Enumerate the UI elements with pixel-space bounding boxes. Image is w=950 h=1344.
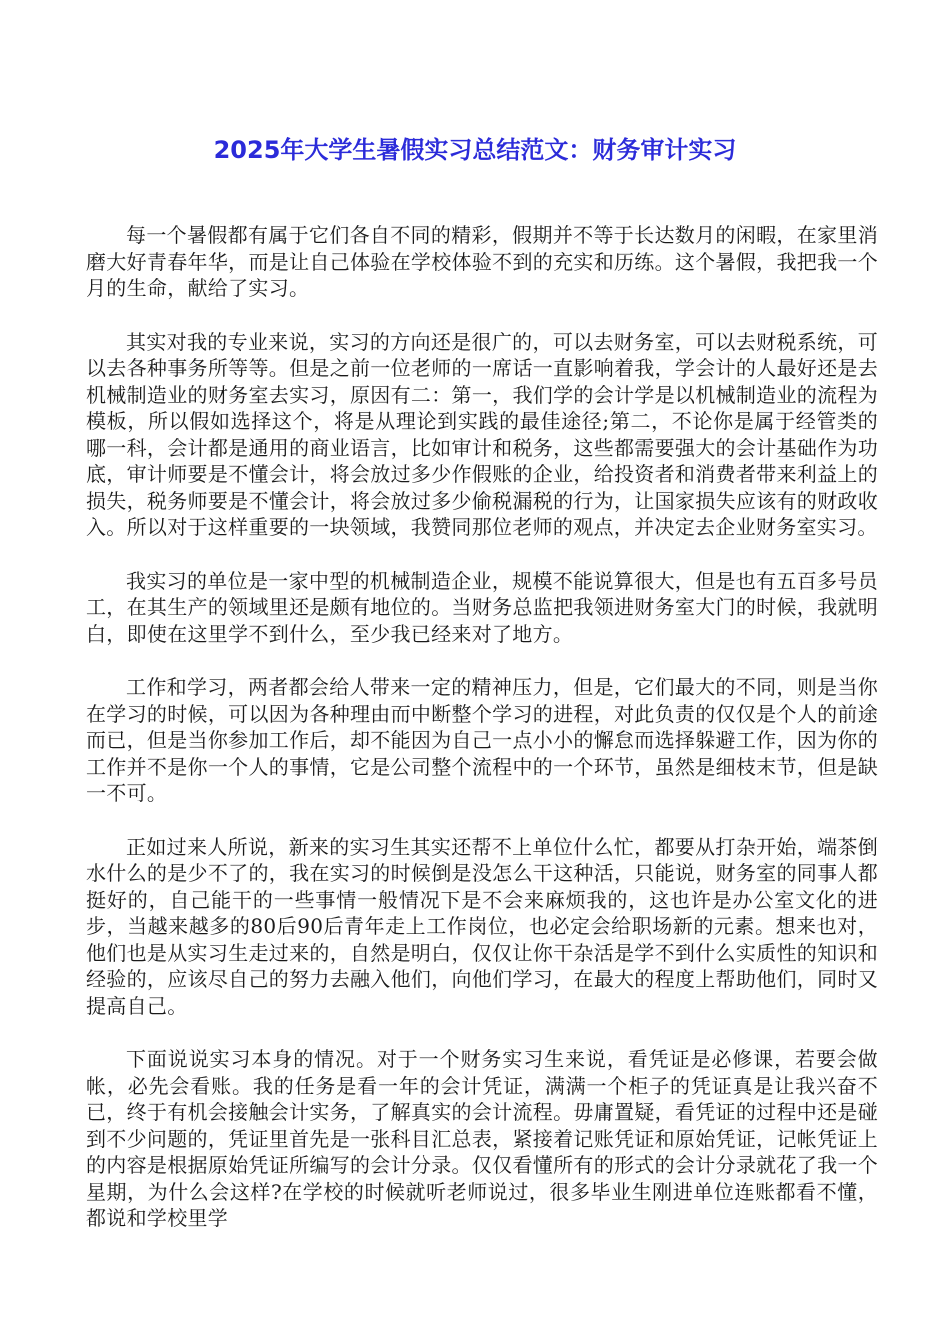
paragraph: 我实习的单位是一家中型的机械制造企业，规模不能说算很大，但是也有五百多号员工，在其生产的领域里还是颇有地位的。当财务总监把我领进财务室大门的时候，我就明白，即使在这里学不到什么，至少我已经来对了地方。 <box>86 568 878 646</box>
page-title: 2025年大学生暑假实习总结范文：财务审计实习 <box>213 136 737 164</box>
document-body <box>86 222 878 1232</box>
paragraph: 其实对我的专业来说，实习的方向还是很广的，可以去财务室，可以去财税系统，可以去各种事务所等等。但是之前一位老师的一席话一直影响着我，学会计的人最好还是去机械制造业的财务室去实习，原因有二：第一，我们学的会计学是以机械制造业的流程为模板，所以假如选择这个，将是从理论到实践的最佳途径;第二，不论你是属于经管类的哪一科，会计都是通用的商业语言，比如审计和税务，这些都需要强大的会计基础作为功底，审计师要是不懂会计，将会放过多少作假账的企业，给投资者和消费者带来利益上的损失，税务师要是不懂会计，将会放过多少偷税漏税的行为，让国家损失应该有的财政收入。所以对于这样重要的一块领域，我赞同那位老师的观点，并决定去企业财务室实习。 <box>86 329 878 539</box>
paragraph: 下面说说实习本身的情况。对于一个财务实习生来说，看凭证是必修课，若要会做帐，必先会看账。我的任务是看一年的会计凭证，满满一个柜子的凭证真是让我兴奋不已，终于有机会接触会计实务，了解真实的会计流程。毋庸置疑，看凭证的过程中还是碰到不少问题的，凭证里首先是一张科目汇总表，紧接着记账凭证和原始凭证，记帐凭证上的内容是根据原始凭证所编写的会计分录。仅仅看懂所有的形式的会计分录就花了我一个星期，为什么会这样?在学校的时候就听老师说过，很多毕业生刚进单位连账都看不懂，都说和学校里学 <box>86 1047 878 1230</box>
paragraph: 每一个暑假都有属于它们各自不同的精彩，假期并不等于长达数月的闲暇，在家里消磨大好青春年华，而是让自己体验在学校体验不到的充实和历练。这个暑假，我把我一个月的生命，献给了实习。 <box>86 223 878 300</box>
paragraph: 正如过来人所说，新来的实习生其实还帮不上单位什么忙，都要从打杂开始，端茶倒水什么的是少不了的，我在实习的时候倒是没怎么干这种活，只能说，财务室的同事人都挺好的，自己能干的一些事情一般情况下是不会来麻烦我的，这也许是办公室文化的进步，当越来越多的80后90后青年走上工作岗位，也必定会给职场新的元素。想来也对，他们也是从实习生走过来的，自然是明白，仅仅让你干杂活是学不到什么实质性的知识和经验的，应该尽自己的努力去融入他们，向他们学习，在最大的程度上帮助他们，同时又提高自己。 <box>86 834 878 1018</box>
paragraph: 工作和学习，两者都会给人带来一定的精神压力，但是，它们最大的不同，则是当你在学习的时候，可以因为各种理由而中断整个学习的进程，对此负责的仅仅是个人的前途而已，但是当你参加工作后，却不能因为自己一点小小的懈怠而选择躲避工作，因为你的工作并不是你一个人的事情，它是公司整个流程中的一个环节，虽然是细枝末节，但是缺一不可。 <box>86 675 878 805</box>
